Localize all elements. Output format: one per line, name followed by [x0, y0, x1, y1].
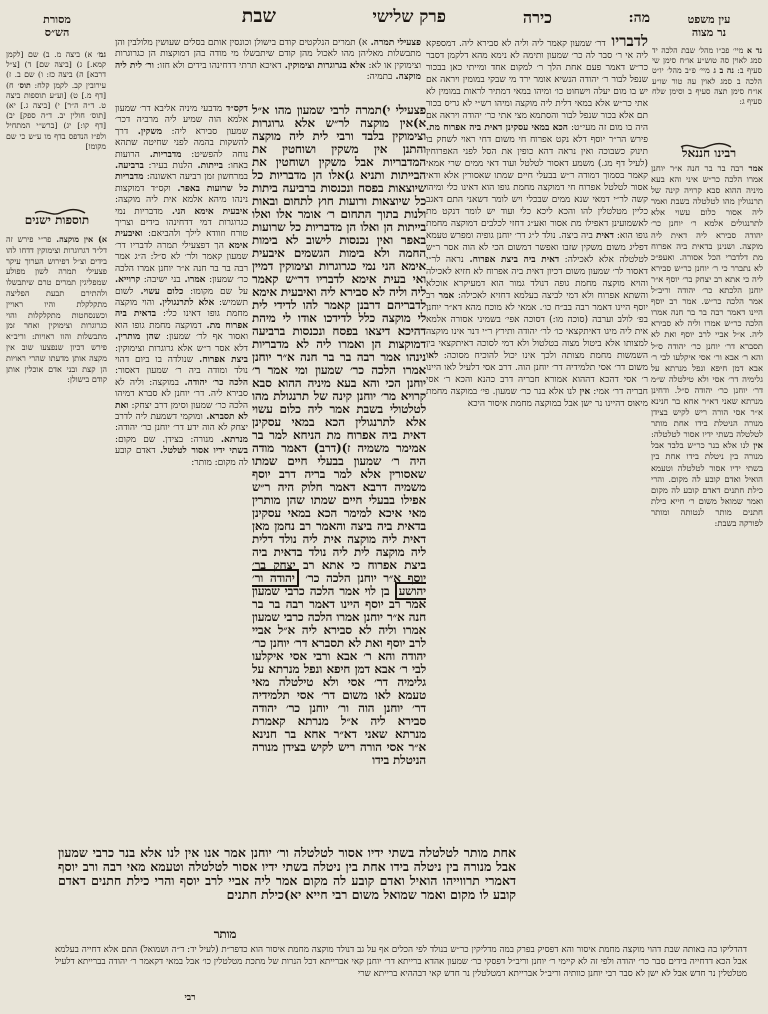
- rabbeinu-chananel-title: רבינו חננאל: [681, 147, 737, 160]
- dibbur-hamatchil: לאו: [426, 351, 439, 361]
- gemara-column: [252, 104, 426, 845]
- dibbur-hamatchil: אמר: [743, 163, 763, 173]
- dibbur-hamatchil: לדבריו: [605, 34, 648, 50]
- rabbeinu-chananel-text: אמר רבה בר בר חנה א״ר יוחנן אמרו הלכה כר״ש איני והא בעא מיניה ההוא סבא קרויה קינה של תרנגולין מהו לטלטלה בשבת ואמר ליה אסור כלום עשוי אלא לתרנגולים אלמא ר׳ יוחנן כר׳ יהודה סבירא ליה דאית ליה מוקצה. ושנינן בדאית ביה אפרוח מת דלדברי הכל אסורה. ואעפ״כ לא נתברר כי ר׳ יוחנן כר״ש סבירא ליה כי אתא רב יצחק בר׳ יוסף א״ר יוחנן הלכתא כר׳ יהודה וריב״ל אמר הלכה כר״ש. אמר רב יוסף היינו דאמר רבה בר בר חנה אמרו הלכה כר״ש אמרו וליה לא סבירא ליה. א״ל אביי לרב יוסף ואת לא תסברא דר׳ יוחנן כר׳ יהודה ס״ל והא ר׳ אבא ור׳ אסי איקלעו לבי ר׳ אבא דמן חיפא ונפל מנרתא על גלימיה דר׳ אסי ולא טילטלה ש״מ דר׳ יוחנן כר׳ יהודה ס״ל. ודחינן מנרתא שאני דא״ר אחא בר חנינא א״ר אסי הורה ריש לקיש בצידן מנורה הניטלת בידו אחת מותר לטלטלה בשתי ידיו אסור לטלטלה: אין לנו אלא בנר כר״ש בלבד אבל מנורה בין ניטלת בידו אחת בין בשתי ידיו אסור לטלטלה וטעמא הואיל ואדם קובע לה מקום. והרי כילת חתנים דאדם קובע לה מקום ואמר שמואל משום ר׳ חייא כילת חתנים מותר לנטותה ומותר לפורקה בשבת:: [651, 163, 763, 528]
- dibbur-hamatchil: דאית: [592, 231, 614, 241]
- dibbur-hamatchil: ואיבעית אימא: [115, 229, 248, 251]
- masoret-hashas-title: [8, 13, 106, 39]
- ein-mishpat-title-line2: נר מצוה: [691, 26, 727, 39]
- gemara-text-before-emendation: פצעילי י)תמרה לרבי שמעון מהו א״ל א)אין מוקצה לר״ש אלא גרוגרות וצימוקין בלבד ורבי לית ליה מוקצה והתנן אין משקין ושוחטין את המדבריות אבל משקין ושוחטין את הבייתות ותניא ג)אלו הן מדבריות כל שיוצאות בפסח ונכנסות ברביעה ביתות כל שיוצאות ורועות חוץ לתחום ובאות ולנות בתוך התחום ר׳ אומר אלו ואלו בייתות הן ואלו הן מדבריות כל שרועות באפר ואין נכנסות לישוב לא בימות החמה ולא בימות הגשמים איבעית אימא הני נמי כגרוגרות וצימוקין דמיין ואי בעית אימא לדבריו דר״ש קאמר ליה וליה לא סבירא ליה ואיבעית אימא לדבריהם דרבנן קאמר להו לדידי לית לי מוקצה כלל לדידכו אודו לי מיהת דהיכא דיצאו בפסח ונכנסות ברביעה דמוקצות הן ואמרו ליה לא מדבריות נינהו אמר רבה בר בר חנה א״ר יוחנן אמרו הלכה כר׳ שמעון ומי אמר ר׳ יוחנן הכי והא בעא מיניה ההוא סבא קרויא מר׳ יוחנן קינה של תרנגולת מהו לטלטולי בשבת אמר ליה כלום עשוי אלא לתרנגולין הכא במאי עסקינן דאית ביה אפרוח מת הניחא למר בר אמימר משמיה ז)(דרב) דאמר מודה היה ר׳ שמעון בבעלי חיים שמתו שאסורין אלא למר בריה דרב יוסף משמיה דרבא דאמר חלוק היה ר״ש אפילו בבעלי חיים שמתו שהן מותרין מאי איכא למימר הכא במאי עסקינן בדאית ביה ביצה והאמר רב נחמן מאן דאית ליה מוקצה אית ליה נולד דלית ליה מוקצה לית ליה נולד בדאית ביה ביצת אפרוח כי אתא רב יצחק בר׳ יוסף א״ר יוחנן הלכה כר׳: [252, 104, 426, 585]
- dibbur-hamatchil: איבעית אימא הני.: [162, 206, 248, 217]
- gemara-boxed-emendation: יהודה ור׳ יהושע: [252, 571, 426, 598]
- dibbur-hamatchil: בייתות.: [192, 161, 223, 172]
- dibbur-hamatchil: אלא לתרנגולין.: [154, 297, 215, 308]
- rashi-column: דקס״ד מדבעי מיניה אליבא דר׳ שמעון אלמא הוה שמיע ליה מרביה דכר׳ שמעון סבירא ליה: משקין. דרך להשקות בהמה לפני שחיטה שתהא נוחה להפשיט: מדבריות. הרועות באחו: בייתות. הלנות בעיר: ברביעה. במרחשון זמן רביעה ראשונה: מדבריות כל שרועות באפר. וקס״ד דמוקצות נינהו מיהא אלמא אית ליה מוקצה: איבעית אימא הני. מדבריות נמי כגרוגרות דמי דדחינהו בידים וצריך טורח וזוודא לילך ולהביאם: ואיבעית אימא הך דפצעילי תמרה לדבריו דר׳ שמעון קאמר ולר׳ לא ס״ל: ה״ג אמר רבה בר בר חנה א״ר יוחנן אמרו הלכה כר׳ שמעון: אמרו. בני ישיבה: קרוייא. על שם מקומו: כלום עשוי. לשום תשמיש: אלא לתרנגולין. והוי מוקצה מחמת גופו דאינו כלי: בדאית ביה אפרוח מת. דמוקצה מחמת גופו הוא ואסור אף לר׳ שמעון: שהן מותרין. דלא אסר ר״ש אלא גרוגרות וצימוקין: ביצת אפרוח. שנולדה בו ביום דהוי נולד ומודה ביה ר׳ שמעון דאסור: הלכה כר׳ יהודה. במוקצה: וליה לא סבירא ליה. דר׳ יוחנן לא סברא דמיהו הלכה כר׳ שמעון וסימן דרב יצחק: ואת לא תסברא. ומוקמי דשמעת ליה לדרב יצחק לא הוה ידע דר׳ יוחנן כר׳ יהודה: מנרתא. מנורה: בצידן. שם מקום: בשתי ידיו אסור לטלטל. דאדם קובע לה מקום: מותר:: [115, 104, 248, 468]
- header-perek-name: כירה: [522, 8, 552, 27]
- dibbur-hamatchil: נד א: [743, 46, 762, 55]
- masoret-hashas-text: גמ׳ א) ביצה מ. ב) שם [לקמן קמא.] ג) [ביצה שם] ד) [צ״ל דרבא] ה) ביצה כז: ו) שם ב. ז) עירובין קב. לקמן קלח: תוס׳ ח) [דף מ.] ט) [וע״ע תוספות ביצה ט. ד״ה ה״ר] י) [ביצה ג.] יא) [תוס׳ חולין יב. ד״ה ספק] יב) [דף קו:] יג) [ברש״י המתחיל ולפ״ז הנדפס בדף מו ע״ש כי שם מקומו]: [6, 50, 106, 151]
- dibbur-hamatchil: ור׳ לית ליה מוקצה.: [115, 60, 421, 83]
- dibbur-hamatchil: הכא במאי עסקינן דאית ביה אפרוח מת.: [426, 123, 568, 133]
- dibbur-hamatchil: אין: [576, 387, 591, 397]
- tosafot-bottom-block: דהדליקו בה באותה שבת דהוי מוקצה מחמת איסור והא דפסיק בפרק במה מדליקין כר״ש בנולד לפי הכלים אף על גב דנולד מוקצה מחמת איסור הוא כדפר״ת (לעיל יד: ד״ה ושמואל) התם אלא דחייה בעלמא אבל הכא דדחייה בידים סבר כר׳ יהודה ולפי זה לא קיימי ר׳ יוחנן וריב״ל דפסקי כר׳ שמעון אהדא ברייתא דר׳ יוחנן קאי אברייתא דכל הנרות של מתכת מטלטלין כו׳ אבל במאי דקאמר ר׳ יהודה בברייתא דלעיל מטלטלין נר חדש אבל לא ישן לא סבר רבי יוחנן כוותיה וריב״ל אברייתא דמטלטלין נר חדש קאי דבההיא ברייתא שרי: [55, 945, 747, 979]
- dibbur-hamatchil: ברביעה.: [115, 161, 144, 172]
- header-daf-number: מה:: [628, 10, 650, 26]
- dibbur-hamatchil: ביצת אפרוח.: [193, 354, 248, 365]
- dibbur-hamatchil: אמרו.: [180, 275, 206, 286]
- gemara-text-after-emendation: בן לוי אמר הלכה כרבי שמעון אמר רב יוסף היינו דאמר רבה בר בר חנה א״ר יוחנן אמרו הלכה כרבי שמעון אמרו וליה לא סבירא ליה א״ל אביי לרב יוסף ואת לא תסברא דר׳ יוחנן כר׳ יהודה והא ר׳ אבא ורבי אסי איקלעו לבי ר׳ אבא דמן חיפא ונפל מנרתא על גלימיה דר׳ אסי ולא טילטלה מאי טעמא לאו משום דר׳ אסי תלמידיה דר׳ יוחנן הוה ור׳ יוחנן כר׳ יהודה סבירא ליה א״ל מנרתא קאמרת מנרתא שאני דא״ר אחא בר חנינא א״ר אסי הורה ריש לקיש בצידן מנורה הניטלת בידו: [252, 584, 426, 767]
- ein-mishpat-title-line1: עין משפט: [687, 13, 731, 26]
- dibbur-hamatchil: מדבריות.: [139, 149, 182, 160]
- tosafot-column: לדבריו דר׳ שמעון קאמר ליה וליה לא סבירא ליה. דמספקא ליה אי ר׳ סבר לה כר׳ שמעון ותימה לא נימא מהא דלקמן דסבר כר״ש דאמר פעם אחת הלך ר׳ למקום אחד ומייתי כאן בבכור שנפל לבור ר׳ יהודה הנשיא אומר ירד מי שבקי במומין ויראה אם יש בו מום יעלה וישחוט כו׳ ומיהו במאי דמתיר לראות במומין לא אתי כר״ש אלא במאי דלית ליה מוקצה ומיהו רש״י לא גריס בכור תם אלא בכור שנפל לבור והסתמא מצי אתי כר׳ יהודה ויראה אם היה בו מום זה מעי״ט: הכא במאי עסקינן דאית ביה אפרוח מת. פירש הר״ר יוסף דלא נקט אפרוח חי משום דחי ראוי לשחק בו תינוק כשבוכה ואין נראה דהא כופין את הסל לפני האפרוחין (לעיל דף מג.) משמע דאסור לטלטל ועוד דאי ממים שרי אמאי קאמר בסמוך דמודה ר״ש בבעלי חיים שמתו שאסורין אלא ודאי אסור לטלטל אפרוח חי דמוקצה מחמת גופו הוא דאינו כלי ומיהו קשה לר״י דמאי שנא ממים שבכלי ויש לומר דשאני התם דאגב כליין מטלטלין להו והכא ליכא כלי ועוד יש לומר דנקט מת לאשמועינן דאפילו מת אסור ואע״ג דחזי לכלבים דמוקצה מחמת גופו הוא: דאית ביה ביצה. נולד ל״ג דר׳ יוחנן גופיה ומפרש טעמא דפליג משום משקין שזבו ואפשר דמשום הכי לא הוה אסר ר״ש לטלטלה אלא לאכילה: דאית ביה ביצת אפרוח. נראה לר״י דאסור לר׳ שמעון משום דכיון דאית ביה אפרוח לא חזיא לאכילה והויא מוקצה מחמת גופה דנולד גמור הוא דמעיקרא אוכלא והשתא אפרוח ולא דמי לביצה בעלמא דחזיא לאכילה: אמר רב יוסף היינו דאמר רבה בב״ח כו׳. אמאי לא מוכח מהא דא״ר יוחנן בפ׳ לולב וערבה (סוכה מו:) דסוכה אפי׳ בשמיני אסורה אלמא אית ליה מיגו דאיתקצאי כו׳ לר׳ יהודה ותירץ ר״י דנר אינו מוקצה למצותו אלא ביטול מצוה בטלטול ולא דמי לסוכה דאיתקצאי בין השמשות מחמת מצותה ולכך אינו יכול להוכיח מסוכה: לאו משום דר׳ אסי תלמידיה דר׳ יוחנן הוה. דרב אסי דלעיל לאו היינו ר׳ אסי דהכא דההוא אמורא חבריה דרב כהנא והכא ר׳ אסי חבריה דר׳ אמי: אין לנו אלא בנר כר׳ שמעון. פי׳ במוקצה מחמת מיאוס דהיינו נר ישן אבל במוקצה מחמת איסור היכא: [426, 34, 648, 409]
- tosafot-yeshanim-title: תוספות ישנים: [24, 214, 90, 227]
- dibbur-hamatchil: אלא בגרוגרות וצימוקין.: [281, 60, 366, 71]
- rashi-top-block: פצעילי תמרה. א) תמרים הנלקטים קודם בישולן וכונסין אותם בסלים שעושין מלולבין והן מתבשלות מאליהן מהו לאכול מהן קודם שיתבשלו מי מודה בהן דמוקצות הן כגרוגרות וצימוקין או לא: אלא בגרוגרות וצימוקין. דאיכא תרתי דדחינהו בידים ולא חזו: ור׳ לית ליה מוקצה. בתמיה:: [115, 38, 421, 83]
- dibbur-hamatchil: ואת לא תסברא.: [115, 400, 248, 422]
- dibbur-hamatchil: א) אין מוקצה.: [51, 234, 107, 244]
- dibbur-hamatchil: גמ׳: [92, 50, 106, 59]
- gemara-wide-block: אחת מותר לטלטלה בשתי ידיו אסור לטלטלה ור׳ יוחנן אמר אנו אין לנו אלא בנר כרבי שמעון אבל מנורה בין ניטלה בידו אחת בין ניטלה בשתי ידיו אסור לטלטלה וטעמא מאי רבה ורב יוסף דאמרי תרווייהו הואיל ואדם קובע לה מקום אמר ליה אביי לרב יוסף והרי כילת חתנים דאדם קובע לו מקום ואמר שמואל משום רבי חייא יא)כילת חתנים: [58, 846, 516, 902]
- masoret-title-line1: מסורת: [43, 13, 71, 26]
- dibbur-hamatchil: הלכה כר׳ יהודה.: [178, 377, 248, 388]
- dibbur-hamatchil: פצעילי תמרה.: [367, 38, 421, 48]
- dibbur-hamatchil: כלום עשוי.: [133, 286, 184, 297]
- dibbur-hamatchil: בדאית ביה אפרוח מת.: [115, 309, 248, 331]
- dibbur-hamatchil: משקין.: [128, 126, 163, 137]
- dibbur-hamatchil: אמר: [434, 291, 455, 301]
- gemara-catchword: מותר: [213, 928, 237, 941]
- dibbur-hamatchil: תוס׳: [13, 80, 31, 90]
- header-masechet-name: שבת: [241, 5, 276, 27]
- ein-mishpat-text: נד א מיי׳ פכ״ו מהל׳ שבת הלכה יד סמג לאוין סה טוש״ע או״ח סימן שי סעיף ב: נה ב ג מיי׳ פ״ב מהל׳ יו״ט הלכה ב סמג לאוין עה טור שו״ע או״ח סימן תצה סעיף ב וסימן שלח סעיף ג:: [652, 46, 762, 107]
- tosafot-catchword: רבי: [184, 993, 196, 1003]
- tosafot-yeshanim-text: א) אין מוקצה. פר״י פירש זה דל״ד דגרוגרות וצימוקין דדחו להו בידים וצ״ל דפירוש הערוך עיקר פצעילי תמרה לשון מפולע שמפליגין תמרים טרם שיתבשלו ולהתירם תבעת הפליצה מתקלקלת והיו ראויין וכשנסחטות מתקלקלות והוי כגרוגרות וצימוקין ואחר זמן מתבשלות והוו ראויות: וריב״א פירש דכיון שנפצעו שוב אין מקצה אותן מדעתו שהרי ראויות הן קצת ובני אדם אוכלין אותן קודם בישולן:: [6, 234, 107, 385]
- dibbur-hamatchil: קרוייא.: [115, 275, 141, 286]
- dibbur-hamatchil: אין: [749, 440, 763, 451]
- ein-mishpat-title: [655, 13, 763, 39]
- header-perek-number: פרק שלישי: [372, 7, 446, 27]
- dibbur-hamatchil: מנרתא.: [213, 434, 248, 445]
- masoret-title-line2: הש״ס: [44, 26, 70, 39]
- dibbur-hamatchil: דקס״ד: [222, 104, 248, 114]
- dibbur-hamatchil: דאית ביה ביצת אפרוח.: [463, 255, 560, 265]
- dibbur-hamatchil: בשתי ידיו אסור לטלטל.: [155, 446, 248, 457]
- dibbur-hamatchil: שהן מותרין.: [115, 332, 161, 343]
- dibbur-hamatchil: מדבריות כל שרועות באפר.: [115, 172, 248, 194]
- dibbur-hamatchil: נה ב ג: [709, 66, 734, 76]
